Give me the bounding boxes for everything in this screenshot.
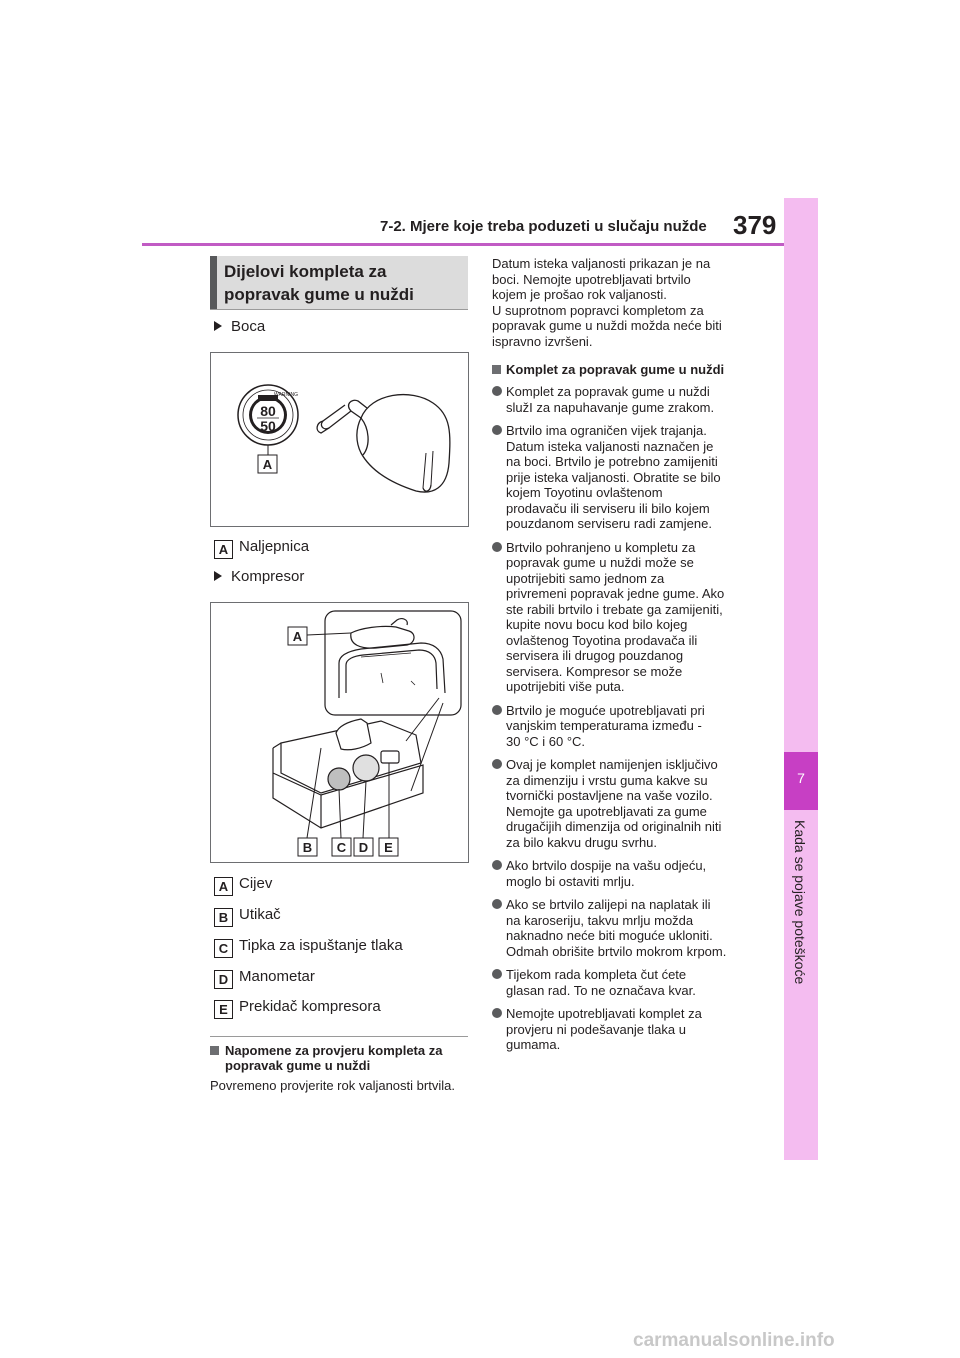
bottle-heading: [214, 318, 265, 335]
square-bullet-icon: [492, 365, 501, 374]
notes-heading-text: Napomene za provjeru kompleta za popravak gume u nuždi: [225, 1043, 443, 1073]
list-item: [492, 858, 767, 889]
bottle-illustration: [211, 353, 468, 526]
list-item: [492, 384, 767, 415]
footer-watermark[interactable]: carmanualsonline.info: [633, 1330, 835, 1351]
list-item-text: Brtvilo je moguće upotrebljavati pri vanjskim temperaturama između - 30 °C i 60 °C.: [506, 702, 705, 749]
list-item-text: Brtvilo pohranjeno u kompletu za popravak gume u nuždi može se upotrijebiti samo jednom za privremeni popravak jedne gume. Ako ste rabili brtvilo i trebate ga zamijeniti, kupite novu bocu kod bilo kojeg ovlaštenog Toyotina prodavača ili servisera ili drugog pouzdanog servisera. Kompresor se može upotrijebiti više puta.: [506, 539, 725, 694]
notes-paragraph: Povremeno provjerite rok valjanosti brtvila.: [210, 1078, 455, 1093]
callout-e-letter: E: [384, 840, 393, 855]
list-item: [492, 540, 767, 695]
compressor-body-graphic: [273, 719, 423, 828]
notes-rule: [210, 1036, 468, 1037]
sealant-bottle-graphic: [317, 395, 450, 492]
list-item-text: Brtvilo ima ograničen vijek trajanja. Datum isteka valjanosti naznačen je na boci. Brtvilo je potrebno zamijeniti prije isteka valjanosti. Obratite se bilo kojem Toyotinu ovlaštenom prodavaču ili serviseru ili bilo kojem pouzdanom serviseru radi zamjene.: [506, 423, 721, 531]
page-number: 379: [733, 210, 777, 240]
chapter-side-tab: [784, 198, 818, 1160]
legend-letter: E: [214, 1000, 233, 1019]
section-heading-line-2: popravak gume u nuždi: [224, 285, 414, 304]
bullet-dot-icon: [492, 542, 502, 552]
bottle-legend-a: [214, 538, 309, 559]
running-header-title: 7-2. Mjere koje treba poduzeti u slučaju nužde: [380, 218, 707, 235]
bullet-dot-icon: [492, 1008, 502, 1018]
list-item-text: Nemojte upotrebljavati komplet za provjeru ni podešavanje tlaka u gumama.: [506, 1006, 702, 1052]
kit-heading: [492, 362, 767, 377]
compressor-illustration: [211, 603, 468, 862]
list-item: [492, 897, 767, 959]
legend-text: Utikač: [239, 906, 281, 923]
legend-letter: C: [214, 939, 233, 958]
intro-paragraph: Datum isteka valjanosti prikazan je na boci. Nemojte upotrebljavati brtvilo kojem je prošao rok valjanosti. U suprotnom popravci kompletom za popravak gume u nuždi možda neće biti ispravno izvršeni.: [492, 256, 722, 349]
section-heading-line-1: Dijelovi kompleta za: [224, 262, 387, 281]
list-item: [492, 1006, 767, 1053]
section-heading-bar: [210, 256, 217, 310]
compressor-legend-e: [214, 998, 381, 1019]
bullet-dot-icon: [492, 969, 502, 979]
bullet-dot-icon: [492, 425, 502, 435]
kit-heading-text: Komplet za popravak gume u nuždi: [506, 362, 725, 377]
compressor-heading-text: Kompresor: [231, 568, 305, 585]
compressor-legend-b: [214, 906, 281, 927]
list-item: [492, 703, 767, 750]
section-rule: [210, 309, 468, 310]
list-item-text: Tijekom rada kompleta čut ćete glasan rad. To ne označava kvar.: [506, 967, 696, 998]
sticker-top-number: 80: [260, 403, 276, 419]
compressor-legend-a: [214, 875, 272, 896]
bullet-dot-icon: [492, 759, 502, 769]
callout-a-letter: A: [292, 629, 303, 644]
list-item: [492, 967, 767, 998]
triangle-bullet-icon: [214, 321, 222, 331]
legend-text: Naljepnica: [239, 538, 310, 555]
legend-text: Tipka za ispuštanje tlaka: [239, 937, 403, 954]
legend-letter: A: [214, 877, 233, 896]
legend-letter: D: [214, 970, 233, 989]
bullet-dot-icon: [492, 899, 502, 909]
list-item-text: Ovaj je komplet namijenjen isključivo za dimenziju i vrstu guma kakve su tvornički postavljene na vaše vozilo. Nemojte ga upotrebljavati za gume drugačijih dimenzija od originalnih niti za bilo kakvu drugu svrhu.: [506, 757, 722, 850]
compressor-figure: [210, 602, 469, 863]
list-item: [492, 423, 767, 532]
list-item-text: Komplet za popravak gume u nuždi služI za napuhavanje gume zrakom.: [506, 384, 715, 415]
bullet-dot-icon: [492, 705, 502, 715]
list-item-text: Ako brtvilo dospije na vašu odjeću, moglo bi ostaviti mrlju.: [506, 858, 707, 889]
section-heading-text: [224, 260, 414, 306]
compressor-legend-d: [214, 968, 315, 989]
callout-c-letter: C: [336, 840, 347, 855]
chapter-title: Kada se pojave poteškoće: [792, 820, 808, 985]
legend-text: Cijev: [239, 875, 273, 892]
sticker-bottom-number: 50: [260, 418, 276, 434]
callout-d-letter: D: [358, 840, 369, 855]
bullet-dot-icon: [492, 386, 502, 396]
header-rule: [142, 243, 784, 246]
chapter-number: 7: [797, 770, 805, 786]
list-item: [492, 757, 767, 850]
bullet-dot-icon: [492, 860, 502, 870]
compressor-legend-c: [214, 937, 403, 958]
square-bullet-icon: [210, 1046, 219, 1055]
callout-a-letter: A: [262, 457, 273, 472]
legend-text: Manometar: [239, 968, 315, 985]
bottle-heading-text: Boca: [231, 318, 266, 335]
section-heading-box: [210, 256, 468, 310]
compressor-heading: [214, 568, 304, 585]
legend-letter: B: [214, 908, 233, 927]
callout-b-letter: B: [302, 840, 313, 855]
list-item-text: Ako se brtvilo zalijepi na naplatak ili na karoseriju, takvu mrlju možda naknadno neće biti moguće ukloniti. Odmah obrišite brtvilo mokrom krpom.: [506, 897, 727, 959]
sticker-warning-text: WARNING: [274, 392, 298, 398]
compressor-detail-inset: [325, 611, 461, 715]
legend-text: Prekidač kompresora: [239, 998, 381, 1015]
kit-bullet-list: [492, 384, 767, 1061]
callout-a: [258, 455, 277, 473]
triangle-bullet-icon: [214, 571, 222, 581]
bottle-figure: [210, 352, 469, 527]
notes-heading: [210, 1043, 468, 1073]
sticker-graphic: [238, 385, 298, 455]
legend-letter: A: [214, 540, 233, 559]
